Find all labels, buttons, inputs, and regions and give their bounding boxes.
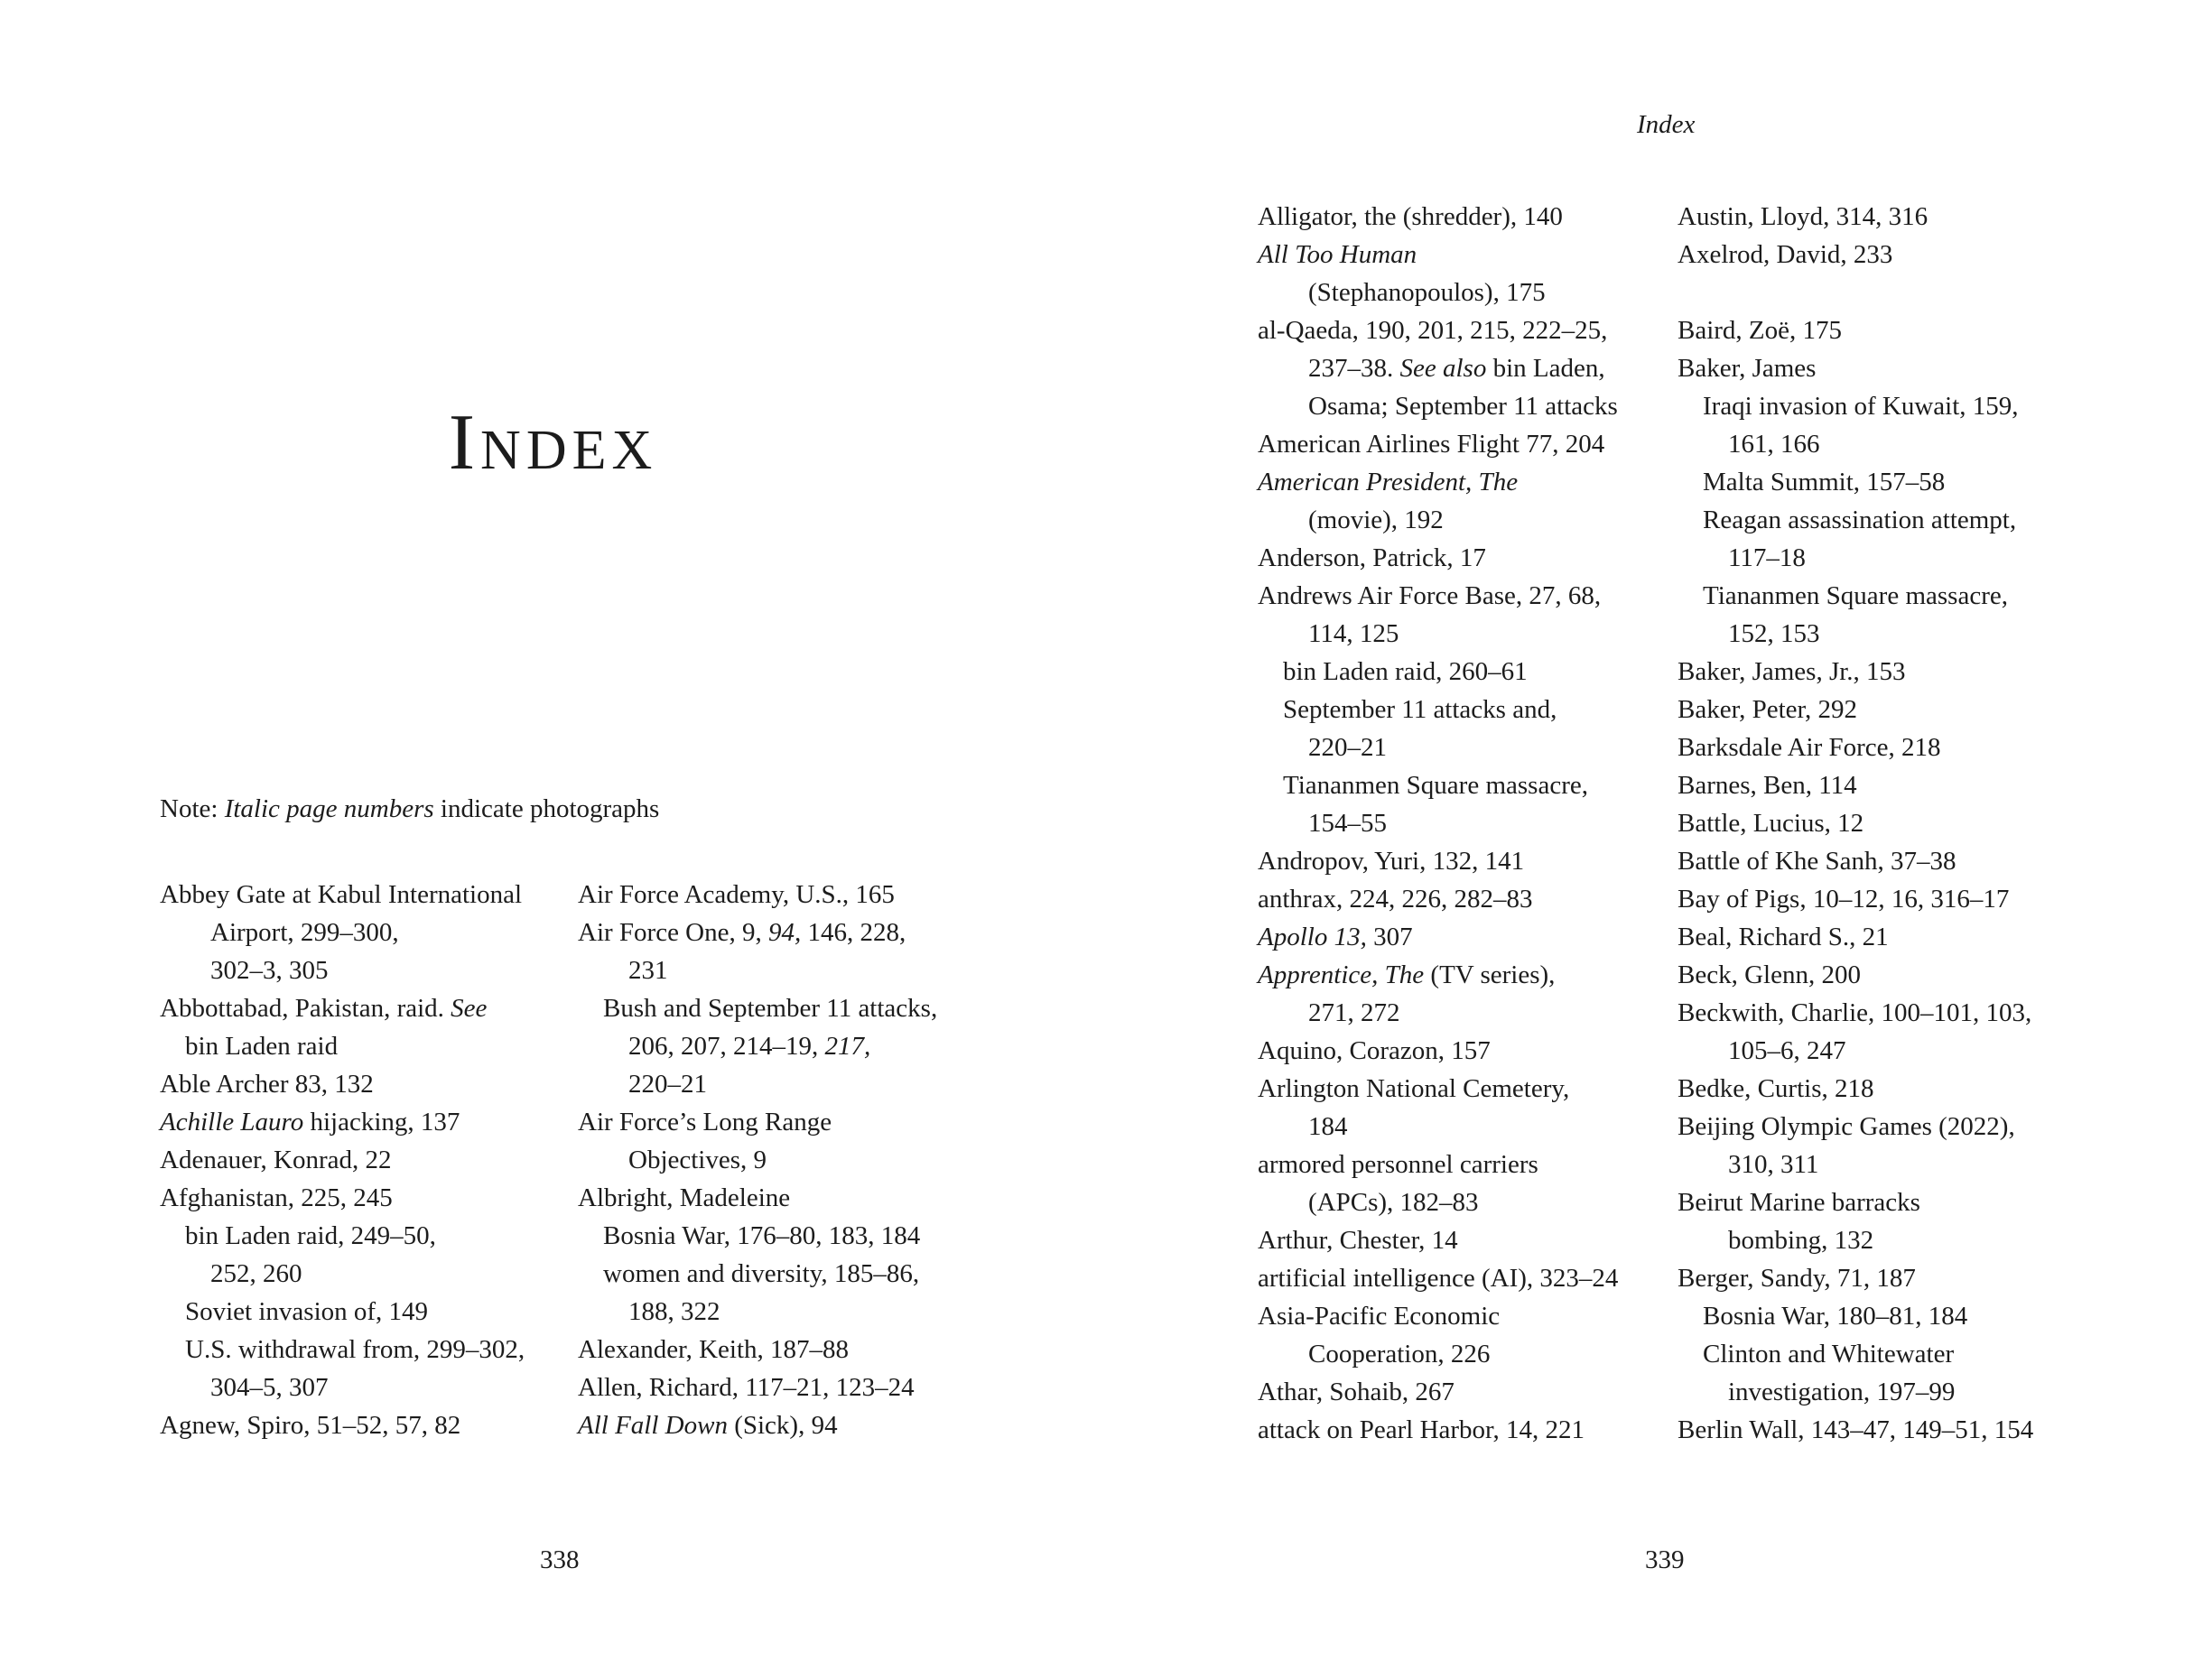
entry-text: bin Laden raid, 249–50, [185,1221,436,1250]
index-entry [578,1103,937,1141]
index-entry [1678,691,2033,728]
entry-text: Agnew, Spiro, 51–52, 57, 82 [160,1411,461,1440]
index-subentry [1678,463,2033,501]
index-entry [1678,198,2033,236]
entry-text: Tiananmen Square massacre, [1703,581,2008,610]
entry-text: 252, 260 [210,1259,302,1288]
index-entry [1678,918,2033,956]
index-subentry [1258,766,1618,804]
index-entry [1678,236,2033,274]
index-entry [578,914,937,951]
index-entry [1678,994,2033,1032]
entry-text: 220–21 [628,1070,707,1099]
entry-text: Osama; September 11 attacks [1308,392,1618,421]
note-suffix: indicate photographs [433,794,660,823]
index-entry [160,1406,525,1444]
index-subentry [578,1027,937,1065]
index-entry [1258,1373,1618,1411]
index-subentry [1678,1373,2033,1411]
entry-text: 152, 153 [1728,619,1820,648]
entry-text: Abbottabad, Pakistan, raid. [160,994,451,1023]
index-subentry [1678,501,2033,539]
entry-text: 231 [628,956,668,985]
entry-text: See [451,994,488,1023]
index-subentry [578,1065,937,1103]
entry-text: Air Force Academy, U.S., 165 [578,880,895,909]
entry-text: Air Force One, 9, [578,918,769,947]
right-page [1106,0,2212,1670]
index-subentry [160,1255,525,1293]
index-subentry [160,1293,525,1331]
entry-text: Iraqi invasion of Kuwait, 159, [1703,392,2019,421]
entry-text: September 11 attacks and, [1283,695,1557,724]
entry-text: Baker, Peter, 292 [1678,695,1858,724]
entry-text: Air Force’s Long Range [578,1108,832,1137]
index-entry [1258,463,1618,501]
index-subentry [1258,1108,1618,1146]
index-entry [1258,1297,1618,1335]
entry-text: Aquino, Corazon, 157 [1258,1036,1491,1065]
entry-text: 94, [768,918,802,947]
index-entry [1258,842,1618,880]
index-subentry [1678,1146,2033,1183]
index-entry [1678,349,2033,387]
entry-text: Bedke, Curtis, 218 [1678,1074,1874,1103]
entry-text: Bush and September 11 attacks, [603,994,938,1023]
entry-text: Achille Lauro [160,1108,304,1137]
entry-text: Soviet invasion of, 149 [185,1297,429,1326]
entry-text: See also [1399,354,1487,383]
entry-text: 105–6, 247 [1728,1036,1846,1065]
index-subentry [160,1217,525,1255]
index-entry [1258,236,1618,274]
index-column-left-1 [160,876,525,1444]
index-entry [1258,1032,1618,1070]
entry-text: Barnes, Ben, 114 [1678,771,1857,800]
entry-text: Abbey Gate at Kabul International [160,880,523,909]
index-subentry [1678,387,2033,425]
entry-text: Beck, Glenn, 200 [1678,960,1861,989]
page-number: 338 [540,1545,580,1574]
index-entry [160,876,525,914]
entry-text: Afghanistan, 225, 245 [160,1183,393,1212]
entry-text: attack on Pearl Harbor, 14, 221 [1258,1415,1585,1444]
entry-text: bin Laden raid [185,1032,339,1061]
entry-text: All Fall Down [578,1411,728,1440]
entry-text: hijacking, 137 [303,1108,460,1137]
index-column-left-2 [578,876,937,1444]
index-subentry [1678,539,2033,577]
entry-text: bombing, 132 [1728,1226,1874,1255]
entry-text: Reagan assassination attempt, [1703,506,2017,534]
entry-text: anthrax, 224, 226, 282–83 [1258,885,1533,914]
index-subentry [578,1293,937,1331]
index-entry [1258,1411,1618,1449]
entry-text: Austin, Lloyd, 314, 316 [1678,202,1929,231]
entry-text: Arlington National Cemetery, [1258,1074,1570,1103]
entry-text: 237–38. [1308,354,1400,383]
index-entry [160,1179,525,1217]
entry-text: 146, 228, [801,918,906,947]
entry-text: 307 [1366,923,1413,951]
entry-text: Able Archer 83, 132 [160,1070,374,1099]
index-entry [1258,956,1618,994]
entry-text: Bosnia War, 180–81, 184 [1703,1302,1968,1331]
entry-text: Baker, James [1678,354,1817,383]
index-subentry [578,951,937,989]
index-subentry [160,1331,525,1368]
entry-text: Apprentice, The [1258,960,1425,989]
entry-text: Arthur, Chester, 14 [1258,1226,1458,1255]
index-subentry [578,1217,937,1255]
note-italic: Italic page numbers [224,794,434,823]
index-subentry [1258,804,1618,842]
index-entry [578,1368,937,1406]
entry-text: Athar, Sohaib, 267 [1258,1378,1455,1406]
entry-text: bin Laden, [1486,354,1605,383]
entry-text: American Airlines Flight 77, 204 [1258,430,1605,459]
entry-text: 206, 207, 214–19, [628,1032,825,1061]
note-prefix: Note: [160,794,225,823]
entry-text: armored personnel carriers [1258,1150,1538,1179]
index-entry [1678,311,2033,349]
entry-text: Apollo 13, [1258,923,1367,951]
entry-text: Barksdale Air Force, 218 [1678,733,1941,762]
entry-text: Battle of Khe Sanh, 37–38 [1678,847,1956,876]
entry-text: Bay of Pigs, 10–12, 16, 316–17 [1678,885,2010,914]
index-subentry [1258,615,1618,653]
index-subentry [1258,349,1618,387]
entry-text: artificial intelligence (AI), 323–24 [1258,1264,1619,1293]
index-subentry [160,914,525,951]
entry-text: 310, 311 [1728,1150,1819,1179]
index-entry [1678,1411,2033,1449]
index-entry [160,989,525,1027]
index-entry [1678,653,2033,691]
index-entry [1258,1221,1618,1259]
entry-text: (Sick), 94 [727,1411,838,1440]
entry-text: Berlin Wall, 143–47, 149–51, 154 [1678,1415,2034,1444]
index-subentry [1258,1183,1618,1221]
entry-text: (TV series), [1424,960,1556,989]
entry-text: (Stephanopoulos), 175 [1308,278,1546,307]
index-subentry [1258,653,1618,691]
index-entry [1258,311,1618,349]
index-subentry [578,1255,937,1293]
index-subentry [1258,994,1618,1032]
index-subentry [1678,1335,2033,1373]
entry-text: Beirut Marine barracks [1678,1188,1920,1217]
index-subentry [160,1368,525,1406]
index-entry [1258,198,1618,236]
index-column-right-2 [1678,198,2033,1449]
index-entry [1258,1259,1618,1297]
page-number: 339 [1645,1545,1685,1574]
entry-text: 154–55 [1308,809,1387,838]
index-entry [1678,1108,2033,1146]
running-head: Index [1637,110,1696,139]
index-entry [578,1406,937,1444]
entry-text: Clinton and Whitewater [1703,1340,1955,1368]
entry-text: Anderson, Patrick, 17 [1258,543,1486,572]
entry-text: Malta Summit, 157–58 [1703,468,1946,496]
entry-text: Battle, Lucius, 12 [1678,809,1864,838]
entry-text: American President, The [1258,468,1519,496]
index-entry [160,1103,525,1141]
entry-text: 271, 272 [1308,998,1400,1027]
index-subentry [1678,577,2033,615]
entry-text: women and diversity, 185–86, [603,1259,920,1288]
entry-text: 217, [824,1032,871,1061]
index-entry [1678,1070,2033,1108]
index-entry [1678,956,2033,994]
index-subentry [1678,1032,2033,1070]
entry-text: bin Laden raid, 260–61 [1283,657,1528,686]
entry-text: Adenauer, Konrad, 22 [160,1146,392,1174]
index-subentry [1258,728,1618,766]
entry-text: Objectives, 9 [628,1146,767,1174]
index-subentry [1678,1297,2033,1335]
index-subentry [1258,501,1618,539]
index-entry [1678,1183,2033,1221]
entry-text: 304–5, 307 [210,1373,329,1402]
index-subentry [1678,1221,2033,1259]
index-entry [578,1331,937,1368]
entry-text: 302–3, 305 [210,956,329,985]
entry-text: Bosnia War, 176–80, 183, 184 [603,1221,921,1250]
entry-text: Beijing Olympic Games (2022), [1678,1112,2015,1141]
entry-text: All Too Human [1258,240,1417,269]
entry-text: Beal, Richard S., 21 [1678,923,1889,951]
entry-text: U.S. withdrawal from, 299–302, [185,1335,525,1364]
entry-text: 117–18 [1728,543,1806,572]
index-entry [1678,766,2033,804]
index-entry [1678,728,2033,766]
index-subentry [1678,425,2033,463]
index-entry [1258,918,1618,956]
entry-text: Baird, Zoë, 175 [1678,316,1843,345]
entry-text: Tiananmen Square massacre, [1283,771,1588,800]
index-subentry [160,1027,525,1065]
index-entry [1258,425,1618,463]
entry-text: investigation, 197–99 [1728,1378,1956,1406]
index-entry [1258,1146,1618,1183]
entry-text: 184 [1308,1112,1348,1141]
index-entry [1258,880,1618,918]
entry-text: Allen, Richard, 117–21, 123–24 [578,1373,915,1402]
index-subentry [1258,691,1618,728]
entry-text: (movie), 192 [1308,506,1444,534]
index-note [160,794,659,824]
index-entry [1678,842,2033,880]
index-entry [578,1179,937,1217]
index-entry [1258,1070,1618,1108]
index-column-right-1 [1258,198,1618,1449]
index-entry [1678,1259,2033,1297]
letter-group-break [1678,274,2033,311]
index-entry [1258,539,1618,577]
entry-text: 220–21 [1308,733,1387,762]
entry-text: Albright, Madeleine [578,1183,791,1212]
entry-text: Alexander, Keith, 187–88 [578,1335,850,1364]
entry-text: 161, 166 [1728,430,1820,459]
entry-text: 188, 322 [628,1297,720,1326]
index-entry [160,1141,525,1179]
index-subentry [160,951,525,989]
entry-text: Cooperation, 226 [1308,1340,1491,1368]
index-entry [1678,880,2033,918]
index-entry [1258,577,1618,615]
index-entry [578,876,937,914]
index-entry [160,1065,525,1103]
page-title: Index [448,399,658,487]
index-entry [1678,804,2033,842]
index-subentry [1258,1335,1618,1373]
entry-text: Airport, 299–300, [210,918,399,947]
index-subentry [1258,274,1618,311]
entry-text: Andropov, Yuri, 132, 141 [1258,847,1525,876]
entry-text: Alligator, the (shredder), 140 [1258,202,1563,231]
entry-text: Berger, Sandy, 71, 187 [1678,1264,1916,1293]
entry-text: Baker, James, Jr., 153 [1678,657,1906,686]
index-subentry [578,1141,937,1179]
entry-text: Axelrod, David, 233 [1678,240,1893,269]
index-subentry [1678,615,2033,653]
entry-text: al-Qaeda, 190, 201, 215, 222–25, [1258,316,1608,345]
entry-text: Andrews Air Force Base, 27, 68, [1258,581,1602,610]
entry-text: Beckwith, Charlie, 100–101, 103, [1678,998,2032,1027]
entry-text: 114, 125 [1308,619,1399,648]
index-subentry [1258,387,1618,425]
index-subentry [578,989,937,1027]
entry-text: Asia-Pacific Economic [1258,1302,1501,1331]
entry-text: (APCs), 182–83 [1308,1188,1479,1217]
